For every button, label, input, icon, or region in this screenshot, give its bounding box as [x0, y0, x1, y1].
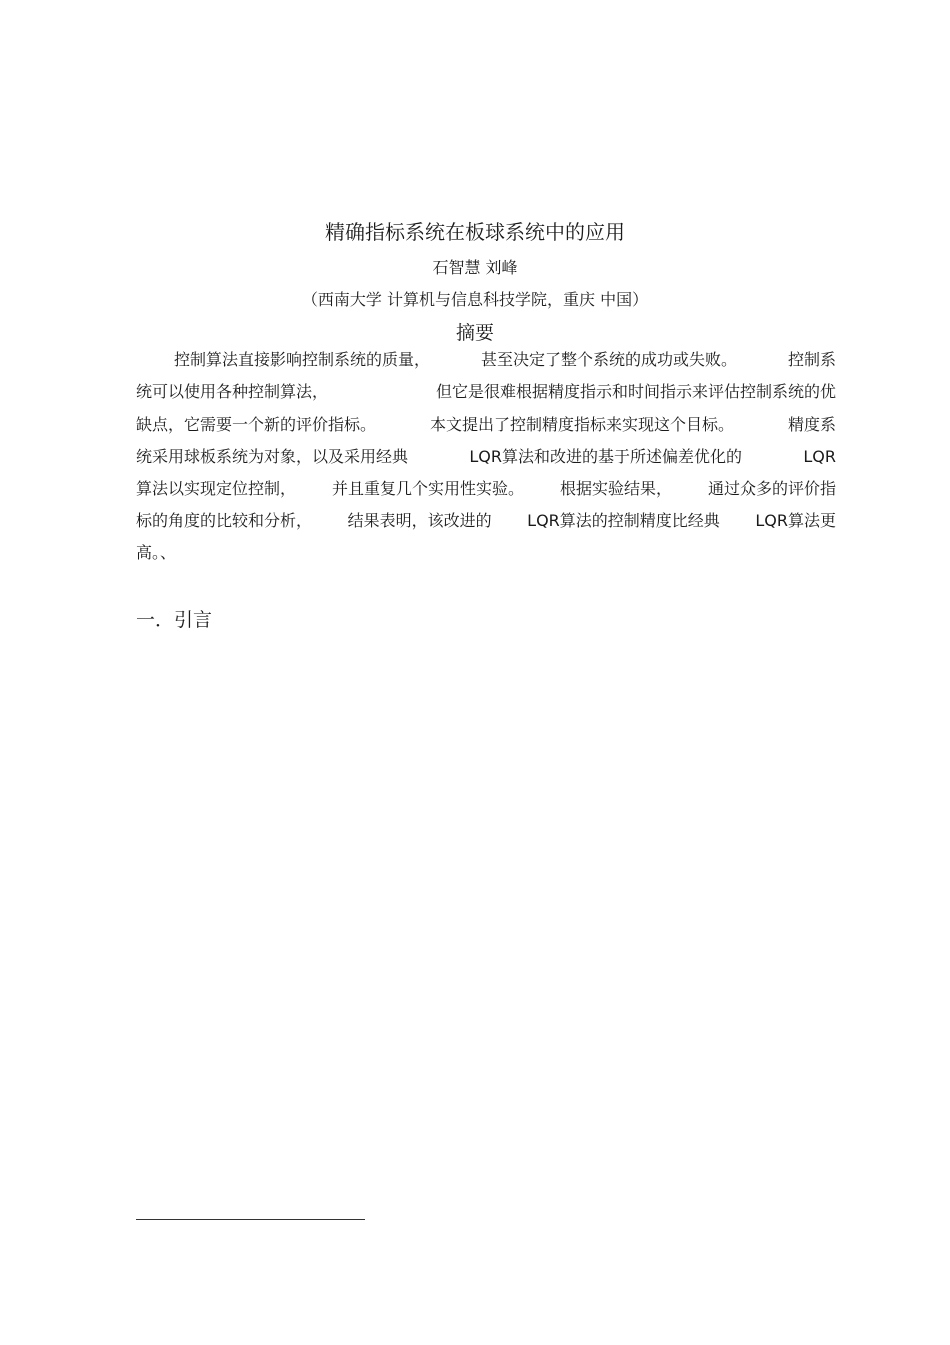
abstract-heading: 摘要 — [455, 322, 494, 344]
text-segment: 但它是很难根据精度指示和时间指示来评估控制系统的优 — [435, 382, 836, 401]
text-segment: 精度系 — [787, 415, 836, 434]
abstract-lines-line — [136, 382, 836, 402]
text-segment: 统采用球板系统为对象，以及采用经典 — [136, 447, 409, 466]
text-segment: LQR算法的控制精度比经典 — [527, 511, 720, 530]
text-segment: 控制算法直接影响控制系统的质量， — [174, 350, 431, 369]
text-segment: 统可以使用各种控制算法， — [136, 382, 329, 401]
text-segment: 甚至决定了整个系统的成功或失败。 — [480, 350, 737, 369]
abstract-lines-line — [136, 415, 836, 435]
paper-affiliation: （西南大学 计算机与信息科技学院，重庆 中国） — [301, 290, 649, 309]
text-segment: 结果表明，该改进的 — [347, 511, 492, 530]
text-segment: 根据实验结果， — [559, 479, 672, 498]
text-segment: 本文提出了控制精度指标来实现这个目标。 — [429, 415, 734, 434]
text-segment: LQR — [803, 447, 836, 466]
paper-title: 精确指标系统在板球系统中的应用 — [325, 220, 625, 244]
text-segment: 标的角度的比较和分析， — [136, 511, 313, 530]
text-segment: LQR算法和改进的基于所述偏差优化的 — [469, 447, 743, 466]
abstract-lines-line — [136, 543, 176, 563]
text-segment: 通过众多的评价指 — [707, 479, 836, 498]
abstract-lines-line — [136, 511, 836, 531]
text-segment: 并且重复几个实用性实验。 — [331, 479, 524, 498]
abstract-lines-line — [136, 447, 836, 467]
paper-authors: 石智慧 刘峰 — [432, 258, 518, 277]
text-segment: LQR算法更 — [755, 511, 836, 530]
text-segment: 缺点，它需要一个新的评价指标。 — [136, 415, 377, 434]
text-segment: 算法以实现定位控制， — [136, 479, 297, 498]
footnote-separator — [136, 1219, 365, 1220]
text-segment: 控制系 — [787, 350, 836, 369]
section-heading-introduction: 一．引言 — [136, 609, 213, 631]
abstract-lines-line — [136, 479, 836, 499]
text-segment: 高。、 — [136, 543, 177, 562]
abstract-lines-line — [174, 350, 836, 370]
